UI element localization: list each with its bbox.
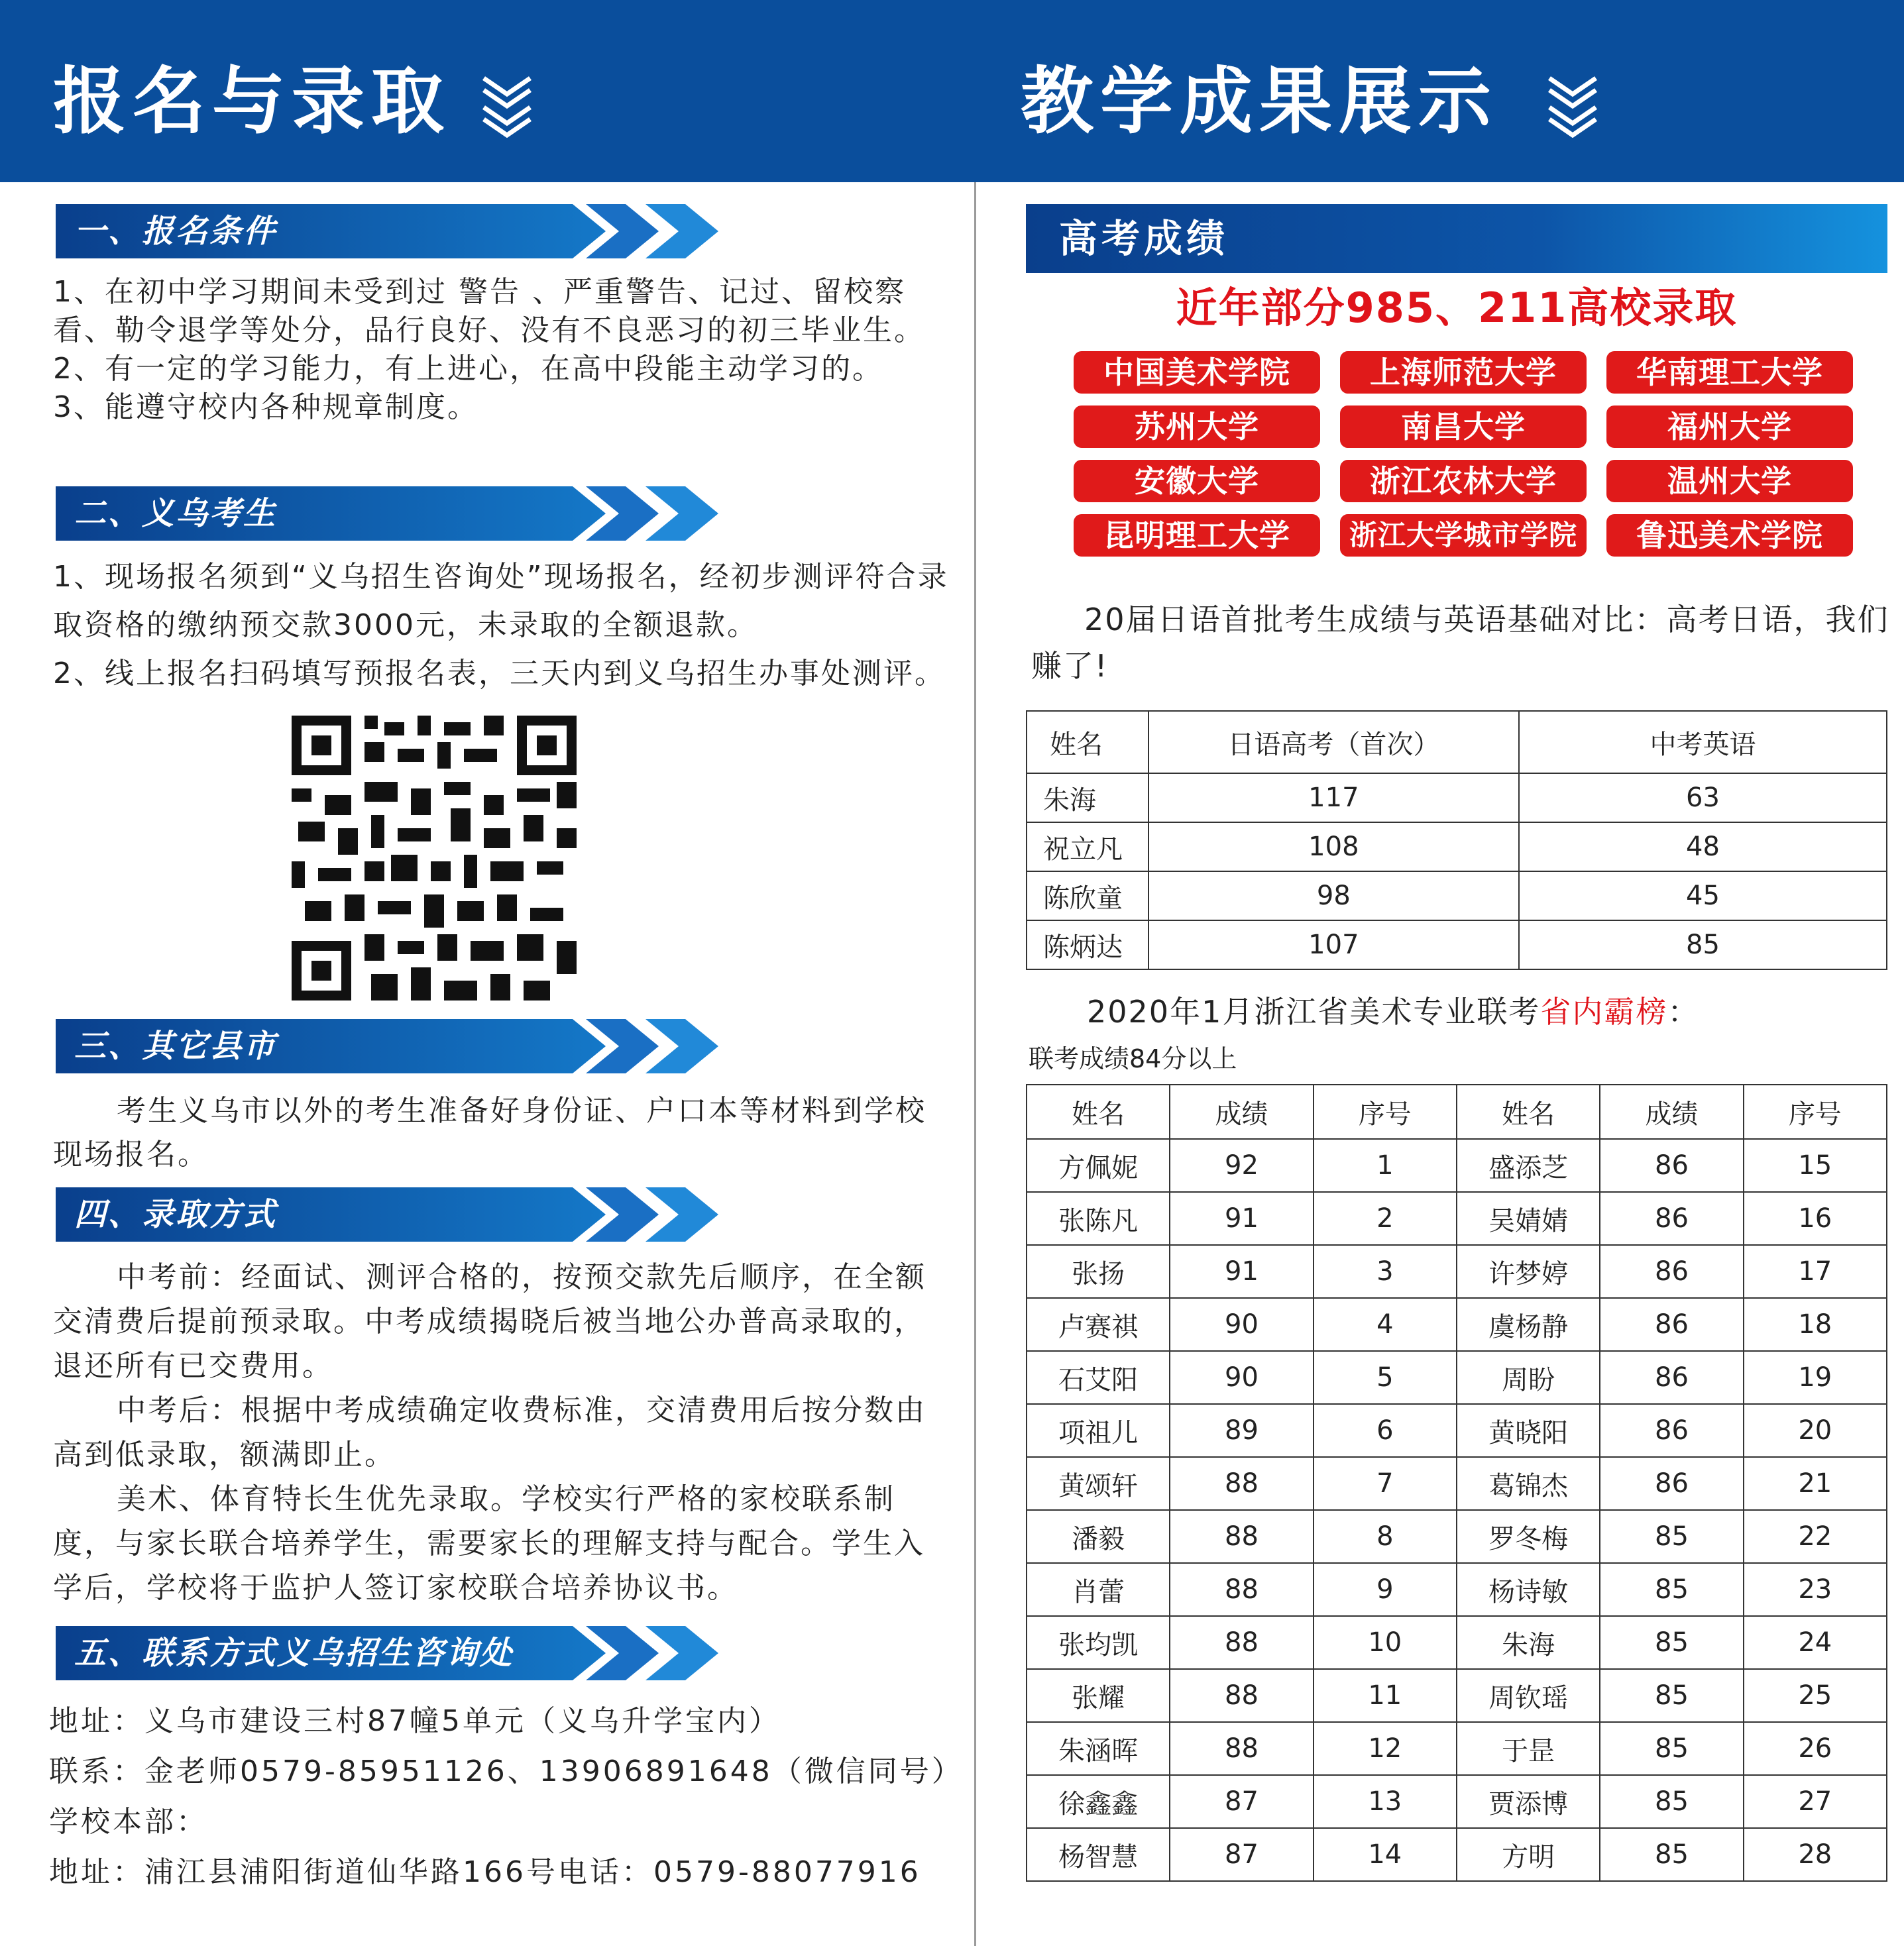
address-line: 地址：义乌市建设三村87幢5单元（义乌升学宝内）	[49, 1704, 781, 1738]
table-cell: 86	[1600, 1298, 1743, 1351]
table-cell: 86	[1600, 1245, 1743, 1298]
section-header-2	[56, 486, 718, 541]
phone-line: 联系：金老师0579-85951126、13906891648（微信同号）	[49, 1755, 964, 1788]
section-body-4	[53, 1255, 954, 1610]
university-badge: 浙江农林大学	[1340, 460, 1587, 502]
paragraph: 2、线上报名扫码填写预报名表，三天内到义乌招生办事处测评。	[53, 657, 946, 690]
table-cell: 虞杨静	[1457, 1298, 1600, 1351]
table-cell: 祝立凡	[1027, 822, 1148, 871]
table-cell: 13	[1314, 1775, 1457, 1828]
admission-subtitle: 近年部分985、211高校录取	[1176, 284, 1738, 332]
table-cell: 6	[1314, 1404, 1457, 1457]
table-row	[1027, 1775, 1887, 1828]
table-row	[1027, 1510, 1887, 1563]
japanese-score-table	[1026, 710, 1887, 970]
table-header-row	[1027, 1085, 1887, 1139]
paragraph: 1、在初中学习期间未受到过 警告 、严重警告、记过、留校察看、勒令退学等处分，品行良好、没有不良恶习的初三毕业生。	[53, 275, 925, 347]
column-header: 成绩	[1170, 1085, 1313, 1139]
table-cell: 88	[1170, 1563, 1313, 1616]
table-cell: 徐鑫鑫	[1027, 1775, 1170, 1828]
column-header: 姓名	[1027, 1085, 1170, 1139]
section-body-2	[53, 553, 954, 698]
table-cell: 杨智慧	[1027, 1828, 1170, 1881]
contact-info	[49, 1696, 964, 1898]
section-header-3	[56, 1019, 718, 1073]
table-cell: 63	[1519, 773, 1887, 822]
art-exam-subheading: 联考成绩84分以上	[1029, 1044, 1237, 1073]
table-cell: 26	[1744, 1722, 1887, 1775]
university-badge: 中国美术学院	[1074, 351, 1320, 394]
table-cell: 周盼	[1457, 1351, 1600, 1404]
table-cell: 3	[1314, 1245, 1457, 1298]
table-cell: 85	[1600, 1669, 1743, 1722]
table-cell: 贾添博	[1457, 1775, 1600, 1828]
table-cell: 85	[1600, 1722, 1743, 1775]
table-cell: 14	[1314, 1828, 1457, 1881]
paragraph: 中考前：经面试、测评合格的，按预交款先后顺序，在全额交清费后提前预录取。中考成绩揭晓后被当地公办普高录取的，退还所有已交费用。	[53, 1260, 926, 1383]
table-cell: 85	[1600, 1616, 1743, 1669]
university-badge: 苏州大学	[1074, 405, 1320, 448]
paragraph: 3、能遵守校内各种规章制度。	[53, 390, 478, 424]
table-cell: 4	[1314, 1298, 1457, 1351]
table-cell: 92	[1170, 1139, 1313, 1192]
table-cell: 91	[1170, 1245, 1313, 1298]
heading-text: ：	[1667, 994, 1700, 1030]
section-title-5: 五、联系方式义乌招生咨询处	[74, 1635, 514, 1672]
university-badge: 鲁迅美术学院	[1606, 514, 1853, 557]
university-badge: 安徽大学	[1074, 460, 1320, 502]
table-cell: 117	[1148, 773, 1519, 822]
table-cell: 20	[1744, 1404, 1887, 1457]
table-cell: 周钦瑶	[1457, 1669, 1600, 1722]
japanese-intro	[1031, 596, 1893, 689]
table-row	[1027, 1616, 1887, 1669]
table-cell: 5	[1314, 1351, 1457, 1404]
table-cell: 85	[1600, 1563, 1743, 1616]
headquarters-label: 学校本部：	[49, 1805, 208, 1839]
double-chevron-down-icon	[1544, 72, 1601, 138]
table-cell: 8	[1314, 1510, 1457, 1563]
table-cell: 方明	[1457, 1828, 1600, 1881]
table-cell: 89	[1170, 1404, 1313, 1457]
table-cell: 45	[1519, 871, 1887, 920]
section-title-2: 二、义乌考生	[74, 495, 278, 532]
section-title-3: 三、其它县市	[74, 1028, 278, 1065]
table-row	[1027, 920, 1887, 969]
table-row	[1027, 1245, 1887, 1298]
section-body-3	[53, 1089, 954, 1177]
table-cell: 87	[1170, 1775, 1313, 1828]
table-cell: 85	[1600, 1828, 1743, 1881]
page-divider	[974, 182, 976, 1946]
table-cell: 杨诗敏	[1457, 1563, 1600, 1616]
table-cell: 28	[1744, 1828, 1887, 1881]
table-cell: 方佩妮	[1027, 1139, 1170, 1192]
table-cell: 48	[1519, 822, 1887, 871]
paragraph: 20届日语首批考生成绩与英语基础对比：高考日语，我们赚了!	[1031, 602, 1889, 684]
university-badge: 昆明理工大学	[1074, 514, 1320, 557]
table-cell: 87	[1170, 1828, 1313, 1881]
section-body-1	[53, 273, 954, 427]
table-cell: 90	[1170, 1351, 1313, 1404]
table-row	[1027, 1457, 1887, 1510]
table-row	[1027, 1828, 1887, 1881]
table-cell: 88	[1170, 1722, 1313, 1775]
table-cell: 88	[1170, 1510, 1313, 1563]
table-cell: 85	[1519, 920, 1887, 969]
paragraph: 美术、体育特长生优先录取。学校实行严格的家校联系制度，与家长联合培养学生，需要家长的理解支持与配合。学生入学后，学校将于监护人签订家校联合培养协议书。	[53, 1482, 925, 1605]
table-cell: 9	[1314, 1563, 1457, 1616]
table-cell: 86	[1600, 1139, 1743, 1192]
column-header: 序号	[1314, 1085, 1457, 1139]
table-cell: 黄晓阳	[1457, 1404, 1600, 1457]
table-row	[1027, 1139, 1887, 1192]
table-cell: 陈欣童	[1027, 871, 1148, 920]
table-cell: 85	[1600, 1510, 1743, 1563]
table-row	[1027, 1563, 1887, 1616]
table-cell: 盛添芝	[1457, 1139, 1600, 1192]
table-row	[1027, 822, 1887, 871]
table-cell: 108	[1148, 822, 1519, 871]
column-header: 日语高考（首次）	[1148, 711, 1519, 773]
section-title-1: 一、报名条件	[74, 213, 278, 250]
table-cell: 22	[1744, 1510, 1887, 1563]
table-cell: 88	[1170, 1669, 1313, 1722]
art-exam-heading	[1087, 989, 1699, 1035]
table-cell: 2	[1314, 1192, 1457, 1245]
section-title-4: 四、录取方式	[74, 1196, 278, 1233]
table-row	[1027, 1192, 1887, 1245]
table-header-row	[1027, 711, 1887, 773]
table-cell: 15	[1744, 1139, 1887, 1192]
university-badge: 福州大学	[1606, 405, 1853, 448]
table-cell: 10	[1314, 1616, 1457, 1669]
table-cell: 7	[1314, 1457, 1457, 1510]
table-cell: 88	[1170, 1616, 1313, 1669]
art-score-table	[1026, 1084, 1887, 1882]
table-cell: 27	[1744, 1775, 1887, 1828]
column-header: 姓名	[1457, 1085, 1600, 1139]
section-header-5	[56, 1626, 718, 1680]
table-cell: 吴婧婧	[1457, 1192, 1600, 1245]
heading-text: 2020年1月浙江省美术专业联考	[1087, 994, 1541, 1030]
table-row	[1027, 871, 1887, 920]
section-header-4	[56, 1187, 718, 1242]
table-cell: 19	[1744, 1351, 1887, 1404]
table-cell: 86	[1600, 1404, 1743, 1457]
table-cell: 88	[1170, 1457, 1313, 1510]
column-header: 姓名	[1027, 711, 1148, 773]
table-cell: 91	[1170, 1192, 1313, 1245]
section-header-1	[56, 204, 718, 258]
table-cell: 86	[1600, 1192, 1743, 1245]
table-cell: 张陈凡	[1027, 1192, 1170, 1245]
table-cell: 项祖儿	[1027, 1404, 1170, 1457]
double-chevron-down-icon	[478, 72, 535, 138]
headquarters-address: 地址：浦江县浦阳街道仙华路166号电话：0579-88077916	[49, 1855, 921, 1889]
paragraph: 2、有一定的学习能力，有上进心，在高中段能主动学习的。	[53, 352, 883, 386]
table-cell: 于昰	[1457, 1722, 1600, 1775]
table-cell: 肖蕾	[1027, 1563, 1170, 1616]
university-badge: 浙江大学城市学院	[1340, 514, 1587, 557]
table-cell: 张均凯	[1027, 1616, 1170, 1669]
table-cell: 罗冬梅	[1457, 1510, 1600, 1563]
table-cell: 朱海	[1027, 773, 1148, 822]
university-badge: 上海师范大学	[1340, 351, 1587, 394]
table-cell: 23	[1744, 1563, 1887, 1616]
university-badge: 华南理工大学	[1606, 351, 1853, 394]
gaokao-banner	[1026, 204, 1887, 273]
table-cell: 张耀	[1027, 1669, 1170, 1722]
table-cell: 1	[1314, 1139, 1457, 1192]
gaokao-label: 高考成绩	[1059, 216, 1229, 261]
table-cell: 25	[1744, 1669, 1887, 1722]
table-cell: 卢赛祺	[1027, 1298, 1170, 1351]
table-cell: 陈炳达	[1027, 920, 1148, 969]
heading-highlight: 省内霸榜	[1540, 994, 1668, 1030]
table-row	[1027, 773, 1887, 822]
table-cell: 潘毅	[1027, 1510, 1170, 1563]
table-cell: 朱涵晖	[1027, 1722, 1170, 1775]
table-cell: 张扬	[1027, 1245, 1170, 1298]
table-cell: 许梦婷	[1457, 1245, 1600, 1298]
table-cell: 12	[1314, 1722, 1457, 1775]
university-badge: 南昌大学	[1340, 405, 1587, 448]
table-row	[1027, 1404, 1887, 1457]
table-cell: 21	[1744, 1457, 1887, 1510]
table-row	[1027, 1351, 1887, 1404]
column-header: 序号	[1744, 1085, 1887, 1139]
table-cell: 86	[1600, 1351, 1743, 1404]
table-row	[1027, 1298, 1887, 1351]
paragraph: 考生义乌市以外的考生准备好身份证、户口本等材料到学校现场报名。	[53, 1094, 926, 1171]
table-row	[1027, 1669, 1887, 1722]
table-cell: 葛锦杰	[1457, 1457, 1600, 1510]
table-cell: 17	[1744, 1245, 1887, 1298]
table-cell: 107	[1148, 920, 1519, 969]
table-cell: 24	[1744, 1616, 1887, 1669]
table-cell: 85	[1600, 1775, 1743, 1828]
left-page-title: 报名与录取	[53, 59, 451, 144]
table-cell: 86	[1600, 1457, 1743, 1510]
table-cell: 16	[1744, 1192, 1887, 1245]
paragraph: 中考后：根据中考成绩确定收费标准，交清费用后按分数由高到低录取，额满即止。	[53, 1393, 926, 1472]
table-row	[1027, 1722, 1887, 1775]
table-cell: 11	[1314, 1669, 1457, 1722]
table-cell: 黄颂轩	[1027, 1457, 1170, 1510]
table-cell: 90	[1170, 1298, 1313, 1351]
paragraph: 1、现场报名须到“义乌招生咨询处”现场报名，经初步测评符合录取资格的缴纳预交款3000元，未录取的全额退款。	[53, 560, 949, 642]
university-badge: 温州大学	[1606, 460, 1853, 502]
column-header: 成绩	[1600, 1085, 1743, 1139]
column-header: 中考英语	[1519, 711, 1887, 773]
right-page-title: 教学成果展示	[1021, 59, 1498, 144]
table-cell: 朱海	[1457, 1616, 1600, 1669]
table-cell: 18	[1744, 1298, 1887, 1351]
table-cell: 98	[1148, 871, 1519, 920]
table-cell: 石艾阳	[1027, 1351, 1170, 1404]
qr-code-icon[interactable]	[292, 716, 577, 1000]
